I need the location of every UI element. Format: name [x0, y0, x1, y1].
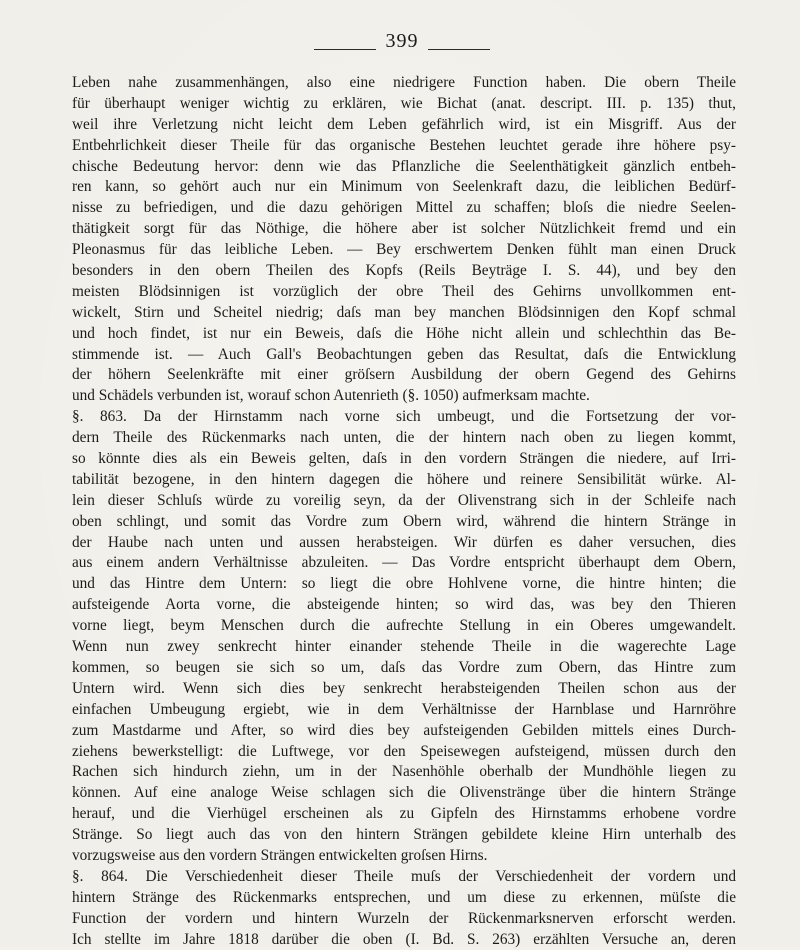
page-header: [0, 30, 800, 64]
text-line: ren kann, so gehört auch nur ein Minimum von Seelenkraft dazu, die leiblichen Bedürf-: [72, 178, 736, 196]
text-line: Leben nahe zusammenhängen, also eine niedrigere Function haben. Die obern Theile: [72, 74, 736, 91]
text-line: vorne liegt, beym Menschen durch die aufrechte Stellung in ein Oberes umgewandelt.: [72, 617, 736, 635]
text-line: der Haube nach unten und aussen herabsteigen. Wir dürfen es daher versuchen, dies: [72, 533, 736, 551]
header-rule-right: [428, 49, 490, 50]
text-line: Ich stellte im Jahre 1818 darüber die oben (I. Bd. S. 263) erzählten Versuche an, deren: [72, 930, 736, 948]
text-line: dern Theile des Rückenmarks nach unten, die der hintern nach oben zu liegen kommt,: [72, 429, 736, 447]
text-line: §. 863. Da der Hirnstamm nach vorne sich umbeugt, und die Fortsetzung der vor-: [72, 408, 736, 426]
page-number: 399: [385, 30, 419, 52]
text-line: einfachen Umbeugung ergiebt, wie in dem Verhältnisse der Harnblase und Harnröhre: [72, 700, 736, 718]
text-line: chische Bedeutung hervor: denn wie das Pflanzliche die Seelenthätigkeit gänzlich entbeh-: [72, 157, 736, 175]
text-line: wickelt, Stirn und Scheitel niedrig; daſs man bey manchen Blödsinnigen den Kopf schmal: [72, 303, 736, 321]
text-line: meisten Blödsinnigen ist vorzüglich der obre Theil des Gehirns unvollkommen ent-: [72, 282, 736, 300]
text-line: und hoch findet, ist nur ein Beweis, daſs die Höhe nicht allein und schlechthin das Be-: [72, 324, 736, 342]
text-line: Rachen sich hindurch ziehn, um in der Nasenhöhle oberhalb der Mundhöhle liegen zu: [72, 763, 736, 781]
text-line: lein dieser Schluſs würde zu voreilig seyn, da der Olivenstrang sich in der Schleife nach: [72, 491, 736, 509]
text-line: Function der vordern und hintern Wurzeln der Rückenmarksnerven erforscht werden.: [72, 909, 736, 927]
text-line: kommen, so beugen sie sich so um, daſs das Vordre zum Obern, das Hintre zum: [72, 658, 736, 676]
text-line: Pleonasmus für das leibliche Leben. — Bey erschwertem Denken fühlt man einen Druck: [72, 241, 736, 259]
text-line: Wenn nun zwey senkrecht hinter einander stehende Theile in die wagerechte Lage: [72, 638, 736, 656]
text-line: aus einem andern Verhältnisse abzuleiten. — Das Vordre entspricht überhaupt dem Obern,: [72, 554, 736, 572]
text-line: nisse zu befriedigen, und die dazu gehörigen Mittel zu schaffen; bloſs die niedre Seelen-: [72, 199, 736, 217]
text-line: vorzugsweise aus den vordern Strängen entwickelten groſsen Hirns.: [72, 846, 488, 864]
text-line: zum Mastdarme und After, so wird dies bey aufsteigenden Gebilden mittels eines Durch-: [72, 721, 736, 739]
text-line: für überhaupt weniger wichtig zu erklären, wie Bichat (anat. descript. III. p. 135) thut,: [72, 94, 736, 112]
text-line: ziehens bewerkstelligt: die Luftwege, vor den Speisewegen aufsteigend, müssen durch den: [72, 742, 736, 760]
text-line: herauf, und die Vierhügel erscheinen als zu Gipfeln des Hirnstamms erhobene vordre: [72, 805, 736, 823]
text-line: thätigkeit sorgt für das Nöthige, die höhere aber ist solcher Nützlichkeit fremd und ein: [72, 220, 736, 238]
header-rule-left: [314, 49, 376, 50]
text-line: §. 864. Die Verschiedenheit dieser Theile muſs der Verschiedenheit der vordern und: [72, 867, 736, 885]
text-line: Untern wird. Wenn sich dies bey senkrecht herabsteigenden Theilen schon aus der: [72, 679, 736, 697]
text-line: können. Auf eine analoge Weise schlagen sich die Olivenstränge über die hintern Stränge: [72, 784, 736, 802]
body-text: [72, 73, 736, 950]
text-line: Stränge. So liegt auch das von den hintern Strängen gebildete kleine Hirn unterhalb des: [72, 826, 736, 844]
text-line: Entbehrlichkeit dieser Theile für das organische Bestehen leuchtet gerade ihre höhere psy-: [72, 136, 736, 154]
text-line: so könnte dies als ein Beweis gelten, daſs in den vordern Strängen die niedere, auf Irri-: [72, 450, 736, 468]
text-line: aufsteigende Aorta vorne, die absteigende hinten; so wird das, was bey den Thieren: [72, 596, 736, 614]
text-line: hintern Stränge des Rückenmarks entsprechen, und um diese zu erkennen, müſste die: [72, 888, 736, 906]
text-line: und Schädels verbunden ist, worauf schon Autenrieth (§. 1050) aufmerksam machte.: [72, 387, 590, 405]
text-line: und das Hintre dem Untern: so liegt die obre Hohlvene vorne, die hintre hinten; die: [72, 575, 736, 593]
text-line: oben schlingt, und somit das Vordre zum Obern wird, während die hintern Stränge in: [72, 512, 736, 530]
text-line: der höhern Seelenkräfte mit einer gröſsern Ausbildung der obern Gegend des Gehirns: [72, 366, 736, 384]
text-line: stimmende ist. — Auch Gall's Beobachtungen geben das Resultat, daſs die Entwicklung: [72, 345, 736, 363]
text-line: weil ihre Verletzung nicht leicht dem Leben gefährlich wird, ist ein Misgriff. Aus der: [72, 115, 736, 133]
text-line: tabilität bezogene, in den hintern dagegen die höhere und reinere Sensibilität würke. Al-: [72, 470, 736, 488]
text-line: besonders in den obern Theilen des Kopfs (Reils Beyträge I. S. 44), und bey den: [72, 262, 736, 280]
